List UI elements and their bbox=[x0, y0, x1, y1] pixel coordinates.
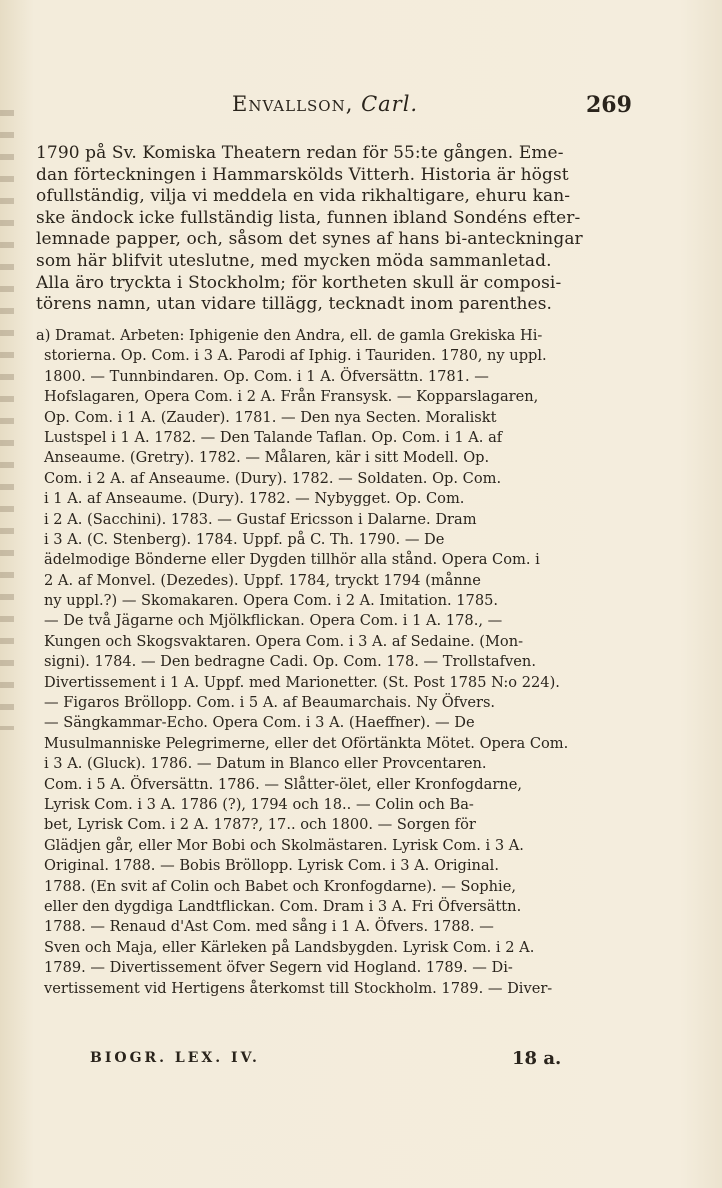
works-list-line: Anseaume. (Gretry). 1782. — Målaren, kär i sitt Modell. Op. bbox=[44, 449, 490, 467]
works-list-line: Original. 1788. — Bobis Bröllopp. Lyrisk Com. i 3 A. Original. bbox=[44, 857, 499, 875]
intro-line: ske ändock icke fullständig lista, funnen ibland Sondéns efter- bbox=[36, 207, 581, 228]
works-list-line: — Sängkammar-Echo. Opera Com. i 3 A. (Haeffner). — De bbox=[44, 714, 475, 732]
intro-line: törens namn, utan vidare tillägg, tecknadt inom parenthes. bbox=[36, 294, 553, 315]
works-list-line: storierna. Op. Com. i 3 A. Parodi af Iphig. i Tauriden. 1780, ny uppl. bbox=[44, 347, 547, 365]
intro-line: 1790 på Sv. Komiska Theatern redan för 55:te gången. Eme- bbox=[36, 143, 564, 163]
works-list-line: — De två Jägarne och Mjölkflickan. Opera Com. i 1 A. 178., — bbox=[44, 612, 503, 630]
works-list-line: a) Dramat. Arbeten: Iphigenie den Andra, ell. de gamla Grekiska Hi- bbox=[36, 327, 543, 344]
works-list-line: ädelmodige Bönderne eller Dygden tillhör alla stånd. Opera Com. i bbox=[44, 551, 540, 569]
works-list-line: Com. i 5 A. Öfversättn. 1786. — Slåtter-ölet, eller Kronfogdarne, bbox=[44, 775, 522, 793]
works-list-line: Lustspel i 1 A. 1782. — Den Talande Taflan. Op. Com. i 1 A. af bbox=[44, 428, 503, 446]
binding-gutter-shadow bbox=[0, 110, 14, 730]
works-list-line: Sven och Maja, eller Kärleken på Landsbygden. Lyrisk Com. i 2 A. bbox=[44, 938, 535, 956]
works-list-line: 1788. — Renaud d'Ast Com. med sång i 1 A. Öfvers. 1788. — bbox=[44, 918, 494, 936]
works-list-line: 1800. — Tunnbindaren. Op. Com. i 1 A. Öfversättn. 1781. — bbox=[44, 367, 489, 385]
works-list-line: eller den dygdiga Landtflickan. Com. Dram i 3 A. Fri Öfversättn. bbox=[44, 897, 522, 915]
intro-line: ofullständig, vilja vi meddela en vida rikhaltigare, ehuru kan- bbox=[36, 186, 571, 207]
page-number: 269 bbox=[586, 92, 632, 118]
works-list-line: 1789. — Divertissement öfver Segern vid Hogland. 1789. — Di- bbox=[44, 959, 513, 977]
works-list-line: Divertissement i 1 A. Uppf. med Marionetter. (St. Post 1785 N:o 224). bbox=[44, 673, 560, 691]
page-header bbox=[0, 92, 722, 122]
works-list-line: Com. i 2 A. af Anseaume. (Dury). 1782. — Soldaten. Op. Com. bbox=[44, 469, 502, 487]
works-list-line: Kungen och Skogsvaktaren. Opera Com. i 3 A. af Sedaine. (Mon- bbox=[44, 632, 524, 650]
sheet-mark: 18 a. bbox=[512, 1048, 562, 1069]
running-head-forename: Carl. bbox=[361, 92, 419, 116]
intro-line: dan förteckningen i Hammarskölds Vitterh. Historia är högst bbox=[36, 164, 569, 185]
page-footer bbox=[0, 1048, 722, 1072]
works-list-line: vertissement vid Hertigens återkomst till Stockholm. 1789. — Diver- bbox=[44, 979, 553, 997]
works-list bbox=[36, 326, 698, 999]
intro-line: Alla äro tryckta i Stockholm; för kortheten skull är composi- bbox=[36, 272, 562, 293]
running-head bbox=[232, 92, 418, 116]
intro-line: lemnade papper, och, såsom det synes af hans bi-anteckningar bbox=[36, 229, 583, 250]
intro-paragraph bbox=[36, 143, 696, 316]
running-head-name: Envallson, bbox=[232, 92, 354, 116]
works-list-line: Lyrisk Com. i 3 A. 1786 (?), 1794 och 18.. — Colin och Ba- bbox=[44, 795, 474, 813]
works-list-line: 1788. (En svit af Colin och Babet och Kronfogdarne). — Sophie, bbox=[44, 877, 516, 895]
works-list-line: ny uppl.?) — Skomakaren. Opera Com. i 2 A. Imitation. 1785. bbox=[44, 592, 499, 610]
intro-line: som här blifvit uteslutne, med mycken möda sammanletad. bbox=[36, 250, 552, 271]
works-list-line: bet, Lyrisk Com. i 2 A. 1787?, 17.. och 1800. — Sorgen för bbox=[44, 816, 476, 834]
works-list-line: Musulmanniske Pelegrimerne, eller det Oförtänkta Mötet. Opera Com. bbox=[44, 734, 569, 752]
works-list-line: Op. Com. i 1 A. (Zauder). 1781. — Den nya Secten. Moraliskt bbox=[44, 408, 497, 426]
works-list-line: i 3 A. (C. Stenberg). 1784. Uppf. på C. Th. 1790. — De bbox=[44, 530, 445, 548]
works-list-line: 2 A. af Monvel. (Dezedes). Uppf. 1784, tryckt 1794 (månne bbox=[44, 571, 481, 589]
printer-signature: BIOGR. LEX. IV. bbox=[90, 1050, 260, 1066]
works-list-line: — Figaros Bröllopp. Com. i 5 A. af Beaumarchais. Ny Öfvers. bbox=[44, 694, 496, 712]
works-list-line: Glädjen går, eller Mor Bobi och Skolmästaren. Lyrisk Com. i 3 A. bbox=[44, 836, 524, 854]
works-list-line: i 3 A. (Gluck). 1786. — Datum in Blanco eller Provcentaren. bbox=[44, 755, 487, 773]
works-list-line: Hofslagaren, Opera Com. i 2 A. Från Fransysk. — Kopparslagaren, bbox=[44, 388, 539, 406]
works-list-line: i 1 A. af Anseaume. (Dury). 1782. — Nybygget. Op. Com. bbox=[44, 490, 465, 508]
works-list-line: signi). 1784. — Den bedragne Cadi. Op. Com. 178. — Trollstafven. bbox=[44, 653, 536, 671]
works-list-line: i 2 A. (Sacchini). 1783. — Gustaf Ericsson i Dalarne. Dram bbox=[44, 510, 477, 528]
